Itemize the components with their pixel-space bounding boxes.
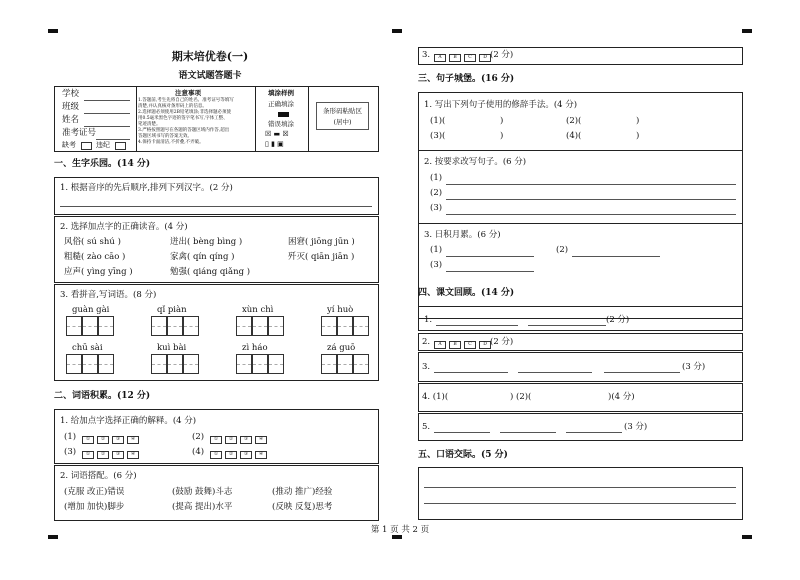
writing-grid-cell[interactable] (151, 354, 167, 374)
word-pair-choice[interactable]: (提高 提出)水平 (172, 502, 233, 512)
question-text: 2. 词语搭配。(6 分) (60, 471, 137, 481)
section-title: 四、课文回顾。(14 分) (418, 288, 515, 298)
blank-label: ) (2)( (510, 392, 532, 402)
answer-line[interactable] (572, 256, 660, 257)
section-title: 二、词语积累。(12 分) (54, 391, 151, 401)
answer-line[interactable] (446, 256, 534, 257)
option-bubble[interactable]: ④ (255, 436, 267, 444)
pinyin-label: yí huò (327, 305, 354, 315)
answer-line[interactable] (518, 372, 592, 373)
page-title: 期末培优卷(一) (171, 50, 249, 63)
blank-label: (1) (430, 245, 443, 255)
writing-grid-cell[interactable] (321, 316, 337, 336)
question-text: 1. 根据音序的先后顺序,排列下列汉字。(2 分) (60, 183, 233, 193)
question-text: 4. (1)( (422, 392, 449, 402)
score-label: (2 分) (606, 315, 630, 325)
blank-label: (3)( (430, 131, 446, 141)
blank-label: (2) (556, 245, 569, 255)
pinyin-label: kuì bài (157, 343, 187, 353)
option-bubble[interactable]: ③ (240, 436, 252, 444)
bubble-options[interactable] (434, 52, 494, 63)
bubble-options[interactable] (82, 449, 142, 460)
writing-grid-cell[interactable] (252, 354, 268, 374)
writing-grid-cell[interactable] (337, 354, 353, 374)
question-text: 3. (422, 50, 431, 60)
answer-box-k4 (418, 383, 743, 412)
choice-row-label: (1) (64, 432, 77, 442)
school-label: 学校 (62, 89, 80, 99)
class-label: 班级 (62, 102, 80, 112)
writing-grid-cell[interactable] (183, 316, 199, 336)
fill-sample-title: 填涂样例 (268, 89, 294, 97)
barcode-sublabel: (居中) (333, 118, 352, 126)
writing-grid-cell[interactable] (82, 316, 98, 336)
option-bubble[interactable]: D (479, 54, 491, 62)
violation-label: 违纪 (96, 141, 110, 149)
question-text: 1. 给加点字选择正确的解释。(4 分) (60, 416, 197, 426)
answer-line[interactable] (436, 325, 518, 326)
reading-choice[interactable]: 勉强( qiáng qiǎng ) (170, 267, 251, 277)
writing-grid-cell[interactable] (98, 354, 114, 374)
writing-grid-cell[interactable] (353, 316, 369, 336)
section-title: 三、句子城堡。(16 分) (418, 74, 515, 84)
notice-line: 3.严格按照题号在各题的答题区域内作答,超出 (138, 128, 230, 133)
answer-line[interactable] (60, 206, 372, 207)
answer-line[interactable] (446, 199, 736, 200)
score-label: (3 分) (624, 422, 648, 432)
blank-label: (1)( (430, 116, 446, 126)
score-label: (2 分) (490, 337, 514, 347)
section-title: 五、口语交际。(5 分) (418, 450, 508, 460)
choice-row-label: (2) (192, 432, 205, 442)
score-label: (2 分) (490, 50, 514, 60)
option-bubble[interactable]: ③ (240, 451, 252, 459)
fill-correct-label: 正确填涂 (268, 100, 294, 108)
answer-line[interactable] (434, 372, 508, 373)
option-bubble[interactable]: ① (82, 436, 94, 444)
choice-row-label: (3) (64, 447, 77, 457)
word-pair-choice[interactable]: (鼓励 鼓舞)斗志 (172, 487, 233, 497)
name-field[interactable] (84, 126, 130, 127)
pinyin-label: qǐ piàn (157, 305, 187, 315)
registration-mark (742, 29, 752, 33)
wrong-fill-icons: ▯ ▮ ▣ (265, 140, 284, 148)
page-subtitle: 语文试题答题卡 (178, 71, 242, 81)
answer-line[interactable] (500, 432, 556, 433)
question-text: 1. (424, 315, 433, 325)
blank-label: ) (500, 131, 504, 141)
option-bubble[interactable]: C (464, 341, 476, 349)
writing-grid-cell[interactable] (252, 316, 268, 336)
answer-line[interactable] (446, 214, 736, 215)
writing-grid-cell[interactable] (66, 316, 82, 336)
question-text: 2. (422, 337, 431, 347)
option-bubble[interactable]: ② (97, 451, 109, 459)
blank-label: (3) (430, 203, 443, 213)
option-bubble[interactable]: C (464, 54, 476, 62)
notice-line: 1.答题前,考生先将自己的姓名、准考证号等填写 (138, 98, 234, 103)
answer-line[interactable] (566, 432, 622, 433)
class-field[interactable] (84, 113, 130, 114)
choice-row-label: (4) (192, 447, 205, 457)
blank-label: ) (636, 116, 640, 126)
blank-label: (4)( (566, 131, 582, 141)
option-bubble[interactable]: ③ (112, 451, 124, 459)
absent-label: 缺考 (62, 141, 76, 149)
blank-label: (2) (430, 188, 443, 198)
question-text: 3. 看拼音,写词语。(8 分) (60, 290, 157, 300)
blank-label: ) (636, 131, 640, 141)
answer-box-k5 (418, 413, 743, 441)
writing-grid-cell[interactable] (236, 316, 252, 336)
blank-label: ) (500, 116, 504, 126)
notice-line: 4.保持卡面清洁,不折叠,不弄破。 (138, 140, 204, 145)
answer-line[interactable] (604, 372, 680, 373)
writing-grid-cell[interactable] (236, 354, 252, 374)
option-bubble[interactable]: ② (225, 436, 237, 444)
word-pair-choice[interactable]: (克服 改正)错误 (64, 487, 125, 497)
pinyin-label: zì háo (242, 343, 268, 353)
answer-line[interactable] (424, 503, 736, 504)
writing-grid-cell[interactable] (167, 354, 183, 374)
writing-grid-cell[interactable] (353, 354, 369, 374)
reading-choice[interactable]: 歼灭( qiān jiān ) (288, 252, 355, 262)
school-field[interactable] (84, 100, 130, 101)
question-text: 3. (422, 362, 431, 372)
writing-grid-cell[interactable] (151, 316, 167, 336)
option-bubble[interactable]: ④ (127, 451, 139, 459)
pinyin-label: xùn chì (242, 305, 274, 315)
registration-mark (392, 535, 402, 539)
word-pair-choice[interactable]: (推动 推广)经验 (272, 487, 333, 497)
answer-line[interactable] (424, 487, 736, 488)
exam-number-label: 准考证号 (62, 128, 97, 138)
option-bubble[interactable]: ① (82, 451, 94, 459)
registration-mark (48, 535, 58, 539)
writing-grid-cell[interactable] (66, 354, 82, 374)
absent-checkbox[interactable] (81, 142, 92, 150)
question-text: 5. (422, 422, 431, 432)
answer-box-k1 (418, 306, 743, 331)
registration-mark (742, 535, 752, 539)
pinyin-label: chū sài (72, 343, 103, 353)
bubble-options[interactable] (210, 434, 270, 445)
page-footer: 第 1 页 共 2 页 (370, 525, 430, 535)
score-label: (3 分) (682, 362, 706, 372)
answer-line[interactable] (528, 325, 606, 326)
reading-choice[interactable]: 粗糙( zào cāo ) (64, 252, 126, 262)
writing-grid-cell[interactable] (268, 354, 284, 374)
option-bubble[interactable]: ④ (255, 451, 267, 459)
divider (418, 150, 743, 151)
blank-label: (2)( (566, 116, 582, 126)
notice-line: 2.选择题必须使用2B铅笔填涂;非选择题必须使 (138, 110, 231, 115)
answer-box-s5 (418, 467, 743, 520)
filled-sample-icon (278, 112, 289, 117)
blank-label: (1) (430, 173, 443, 183)
question-text: 3. 日积月累。(6 分) (424, 230, 501, 240)
word-pair-choice[interactable]: (增加 加快)脚步 (64, 502, 125, 512)
reading-choice[interactable]: 困窘( jiōng jūn ) (288, 237, 355, 247)
bubble-options[interactable] (434, 339, 494, 350)
writing-grid-cell[interactable] (183, 354, 199, 374)
writing-grid-cell[interactable] (98, 316, 114, 336)
reading-choice[interactable]: 家禽( qín qíng ) (170, 252, 235, 262)
section-title: 一、生字乐园。(14 分) (54, 159, 151, 169)
writing-grid-cell[interactable] (167, 316, 183, 336)
question-text: 1. 写出下列句子使用的修辞手法。(4 分) (424, 100, 578, 110)
answer-line[interactable] (446, 184, 736, 185)
writing-grid-cell[interactable] (268, 316, 284, 336)
reading-choice[interactable]: 迸出( bèng bìng ) (170, 237, 243, 247)
option-bubble[interactable]: ① (210, 436, 222, 444)
pinyin-label: guàn gài (72, 305, 110, 315)
option-bubble[interactable]: B (449, 54, 461, 62)
option-bubble[interactable]: B (449, 341, 461, 349)
option-bubble[interactable]: ② (97, 436, 109, 444)
answer-line[interactable] (434, 432, 490, 433)
question-text: 2. 选择加点字的正确读音。(4 分) (60, 222, 188, 232)
notice-title: 注意事项 (175, 89, 201, 97)
writing-grid-cell[interactable] (82, 354, 98, 374)
bubble-options[interactable] (210, 449, 270, 460)
word-pair-choice[interactable]: (反映 反复)思考 (272, 502, 333, 512)
violation-checkbox[interactable] (115, 142, 126, 150)
reading-choice[interactable]: 应声( yìng yīng ) (64, 267, 133, 277)
answer-line[interactable] (446, 271, 534, 272)
option-bubble[interactable]: ④ (127, 436, 139, 444)
option-bubble[interactable]: A (434, 341, 446, 349)
registration-mark (48, 29, 58, 33)
score-label: )(4 分) (608, 392, 635, 402)
fill-wrong-label: 错误填涂 (268, 120, 294, 128)
notice-line: 答题区域书写的答案无效。 (138, 134, 192, 139)
writing-grid-cell[interactable] (337, 316, 353, 336)
wrong-fill-icons: ☒ ▬ ☒ (265, 130, 289, 138)
writing-grid-cell[interactable] (321, 354, 337, 374)
name-label: 姓名 (62, 115, 80, 125)
notice-line: 笔迹清楚。 (138, 122, 161, 127)
barcode-label: 条形码粘贴区 (323, 107, 362, 115)
divider (418, 223, 743, 224)
blank-label: (3) (430, 260, 443, 270)
bubble-options[interactable] (82, 434, 142, 445)
question-text: 2. 按要求改写句子。(6 分) (424, 157, 527, 167)
option-bubble[interactable]: ③ (112, 436, 124, 444)
option-bubble[interactable]: ① (210, 451, 222, 459)
notice-line: 清楚,并认真核对条形码上的信息。 (138, 104, 207, 109)
option-bubble[interactable]: ② (225, 451, 237, 459)
reading-choice[interactable]: 风俗( sú shú ) (64, 237, 121, 247)
notice-line: 用0.5毫米黑色字迹的签字笔书写,字体工整、 (138, 116, 228, 121)
option-bubble[interactable]: D (479, 341, 491, 349)
option-bubble[interactable]: A (434, 54, 446, 62)
pinyin-label: zá guō (327, 343, 356, 353)
registration-mark (392, 29, 402, 33)
